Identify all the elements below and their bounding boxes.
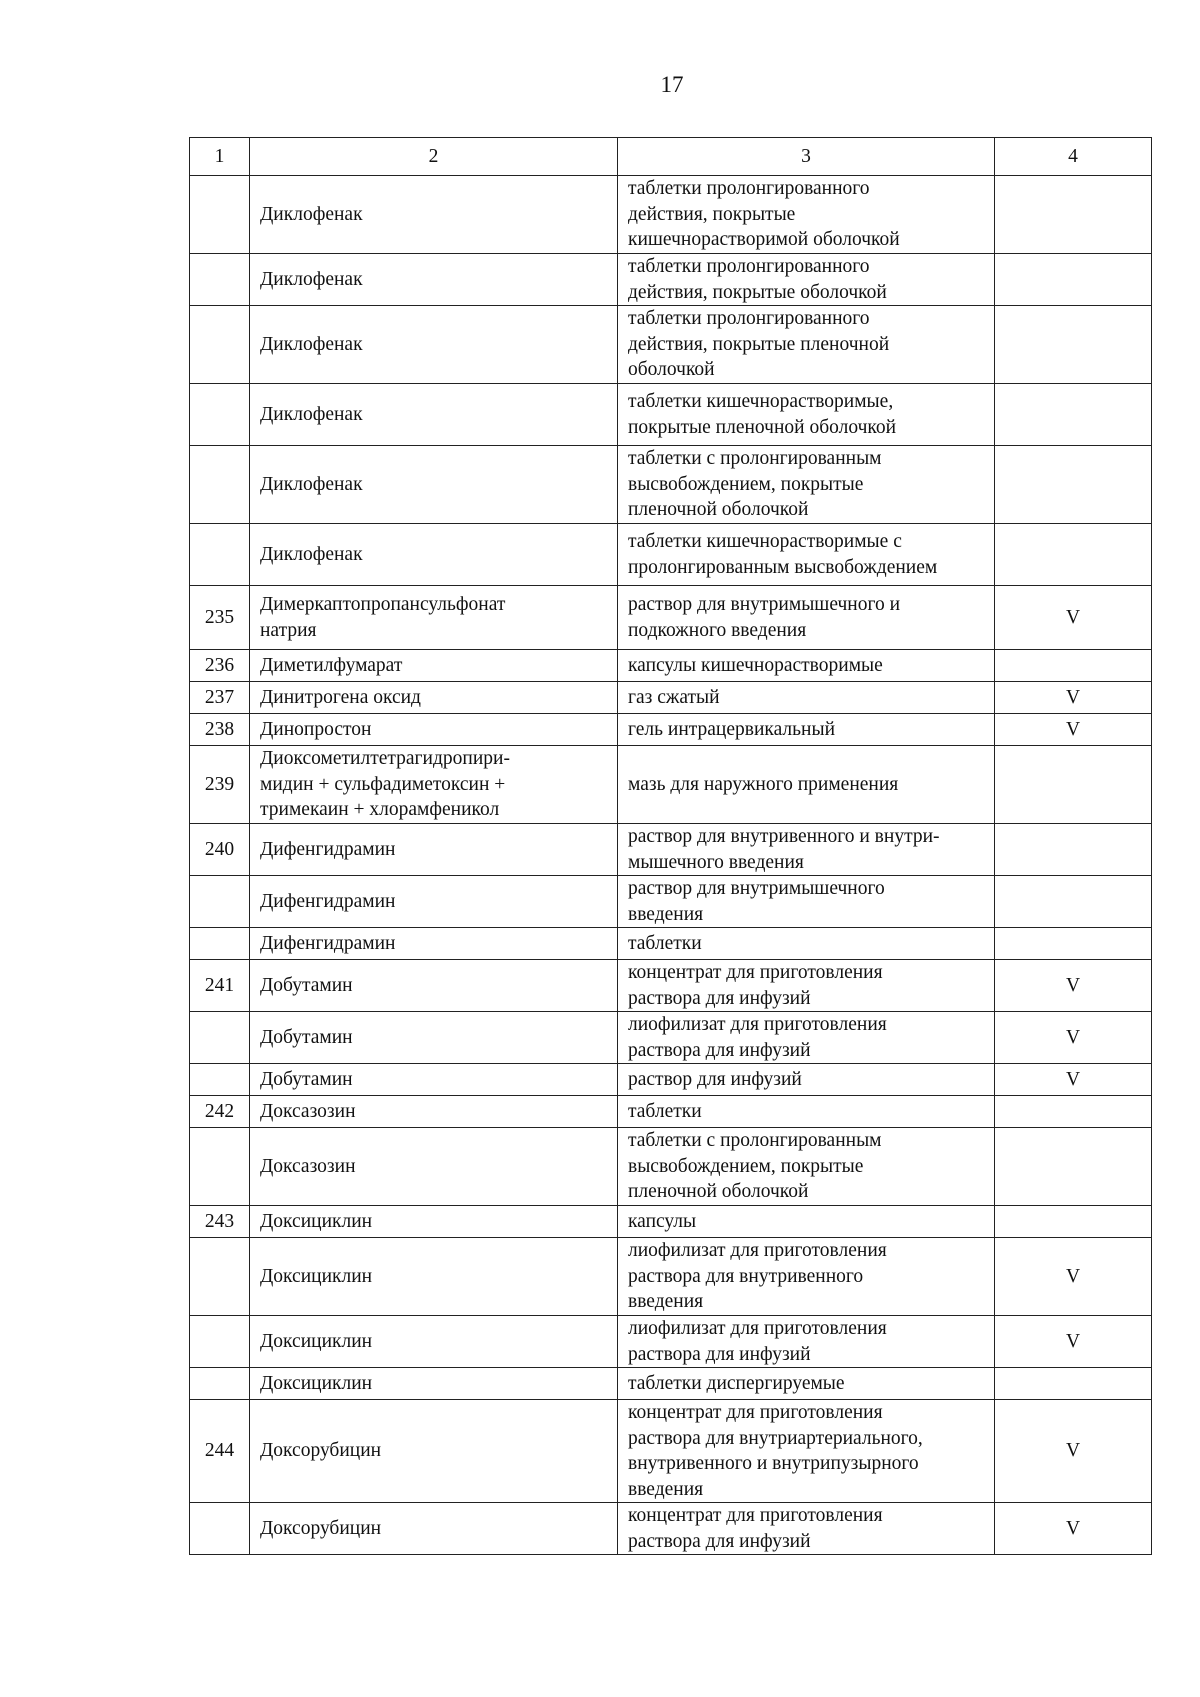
- table-row: [190, 176, 1152, 254]
- dosage-form-cell: капсулы: [618, 1206, 995, 1238]
- drug-name-cell: Динопростон: [250, 714, 618, 746]
- dosage-form-cell: таблетки пролонгированного действия, покрытые оболочкой: [618, 254, 995, 306]
- mark-cell: [995, 928, 1152, 960]
- row-number-cell: 242: [190, 1096, 250, 1128]
- table-row: [190, 650, 1152, 682]
- table-row: [190, 1316, 1152, 1368]
- row-number-cell: [190, 306, 250, 384]
- drug-name-cell: Диклофенак: [250, 254, 618, 306]
- drug-name-cell: Диклофенак: [250, 524, 618, 586]
- mark-cell: [995, 1128, 1152, 1206]
- mark-cell: V: [995, 714, 1152, 746]
- dosage-form-cell: концентрат для приготовления раствора для внутриартериального, внутривенного и внутрипузырного введения: [618, 1400, 995, 1503]
- table-row: [190, 1503, 1152, 1555]
- dosage-form-cell: раствор для внутримышечного введения: [618, 876, 995, 928]
- dosage-form-cell: лиофилизат для приготовления раствора для внутривенного введения: [618, 1238, 995, 1316]
- table-row: [190, 824, 1152, 876]
- table-row: [190, 876, 1152, 928]
- dosage-form-cell: газ сжатый: [618, 682, 995, 714]
- drug-name-cell: Дифенгидрамин: [250, 928, 618, 960]
- row-number-cell: 239: [190, 746, 250, 824]
- mark-cell: [995, 384, 1152, 446]
- mark-cell: [995, 524, 1152, 586]
- row-number-cell: [190, 254, 250, 306]
- row-number-cell: [190, 1316, 250, 1368]
- table-row: [190, 586, 1152, 650]
- drug-name-cell: Диоксометилтетрагидропири- мидин + сульфадиметоксин + тримекаин + хлорамфеникол: [250, 746, 618, 824]
- drug-name-cell: Дифенгидрамин: [250, 824, 618, 876]
- row-number-cell: [190, 176, 250, 254]
- table-row: [190, 1238, 1152, 1316]
- mark-cell: V: [995, 960, 1152, 1012]
- dosage-form-cell: концентрат для приготовления раствора для инфузий: [618, 960, 995, 1012]
- drug-name-cell: Доксазозин: [250, 1128, 618, 1206]
- drug-name-cell: Доксорубицин: [250, 1503, 618, 1555]
- mark-cell: V: [995, 1238, 1152, 1316]
- row-number-cell: [190, 1503, 250, 1555]
- drug-name-cell: Доксазозин: [250, 1096, 618, 1128]
- row-number-cell: 238: [190, 714, 250, 746]
- row-number-cell: 244: [190, 1400, 250, 1503]
- mark-cell: [995, 1096, 1152, 1128]
- drug-name-cell: Добутамин: [250, 1064, 618, 1096]
- mark-cell: [995, 746, 1152, 824]
- mark-cell: [995, 1368, 1152, 1400]
- header-col-4: 4: [995, 138, 1152, 176]
- dosage-form-cell: таблетки: [618, 1096, 995, 1128]
- mark-cell: [995, 306, 1152, 384]
- row-number-cell: [190, 1012, 250, 1064]
- row-number-cell: [190, 876, 250, 928]
- drug-name-cell: Димеркаптопропансульфонат натрия: [250, 586, 618, 650]
- table-row: [190, 1400, 1152, 1503]
- drug-name-cell: Доксициклин: [250, 1206, 618, 1238]
- drug-name-cell: Диклофенак: [250, 176, 618, 254]
- drug-name-cell: Доксициклин: [250, 1316, 618, 1368]
- row-number-cell: [190, 1368, 250, 1400]
- dosage-form-cell: лиофилизат для приготовления раствора для инфузий: [618, 1316, 995, 1368]
- table-row: [190, 1128, 1152, 1206]
- dosage-form-cell: таблетки кишечнорастворимые, покрытые пленочной оболочкой: [618, 384, 995, 446]
- dosage-form-cell: таблетки пролонгированного действия, покрытые кишечнорастворимой оболочкой: [618, 176, 995, 254]
- table-row: [190, 960, 1152, 1012]
- table-row: [190, 254, 1152, 306]
- dosage-form-cell: капсулы кишечнорастворимые: [618, 650, 995, 682]
- dosage-form-cell: таблетки: [618, 928, 995, 960]
- drug-name-cell: Диклофенак: [250, 384, 618, 446]
- header-col-3: 3: [618, 138, 995, 176]
- mark-cell: [995, 176, 1152, 254]
- header-col-1: 1: [190, 138, 250, 176]
- table-body: [190, 176, 1152, 1555]
- mark-cell: V: [995, 1064, 1152, 1096]
- mark-cell: [995, 650, 1152, 682]
- row-number-cell: 236: [190, 650, 250, 682]
- header-col-2: 2: [250, 138, 618, 176]
- dosage-form-cell: раствор для внутримышечного и подкожного введения: [618, 586, 995, 650]
- table-row: [190, 1206, 1152, 1238]
- row-number-cell: 243: [190, 1206, 250, 1238]
- row-number-cell: [190, 384, 250, 446]
- table-row: [190, 714, 1152, 746]
- drug-name-cell: Добутамин: [250, 1012, 618, 1064]
- dosage-form-cell: таблетки пролонгированного действия, покрытые пленочной оболочкой: [618, 306, 995, 384]
- drug-name-cell: Доксициклин: [250, 1238, 618, 1316]
- row-number-cell: [190, 524, 250, 586]
- mark-cell: [995, 254, 1152, 306]
- mark-cell: [995, 446, 1152, 524]
- table-row: [190, 682, 1152, 714]
- table-row: [190, 928, 1152, 960]
- dosage-form-cell: раствор для внутривенного и внутри- мышечного введения: [618, 824, 995, 876]
- page-number: 17: [660, 72, 684, 97]
- drug-name-cell: Добутамин: [250, 960, 618, 1012]
- row-number-cell: 240: [190, 824, 250, 876]
- dosage-form-cell: таблетки с пролонгированным высвобождением, покрытые пленочной оболочкой: [618, 1128, 995, 1206]
- table-row: [190, 384, 1152, 446]
- dosage-form-cell: лиофилизат для приготовления раствора для инфузий: [618, 1012, 995, 1064]
- drug-name-cell: Динитрогена оксид: [250, 682, 618, 714]
- dosage-form-cell: таблетки кишечнорастворимые с пролонгированным высвобождением: [618, 524, 995, 586]
- row-number-cell: 241: [190, 960, 250, 1012]
- table-row: [190, 746, 1152, 824]
- dosage-form-cell: концентрат для приготовления раствора для инфузий: [618, 1503, 995, 1555]
- mark-cell: V: [995, 586, 1152, 650]
- mark-cell: [995, 876, 1152, 928]
- drug-name-cell: Доксорубицин: [250, 1400, 618, 1503]
- drug-table: [189, 137, 1152, 1555]
- mark-cell: V: [995, 1316, 1152, 1368]
- table-row: [190, 1012, 1152, 1064]
- row-number-cell: [190, 928, 250, 960]
- dosage-form-cell: гель интрацервикальный: [618, 714, 995, 746]
- drug-name-cell: Диметилфумарат: [250, 650, 618, 682]
- row-number-cell: 237: [190, 682, 250, 714]
- row-number-cell: [190, 1128, 250, 1206]
- row-number-cell: [190, 1238, 250, 1316]
- drug-name-cell: Диклофенак: [250, 446, 618, 524]
- header-row: [190, 138, 1152, 176]
- mark-cell: V: [995, 1503, 1152, 1555]
- table-row: [190, 446, 1152, 524]
- table-row: [190, 1368, 1152, 1400]
- dosage-form-cell: таблетки с пролонгированным высвобождением, покрытые пленочной оболочкой: [618, 446, 995, 524]
- drug-name-cell: Диклофенак: [250, 306, 618, 384]
- dosage-form-cell: мазь для наружного применения: [618, 746, 995, 824]
- mark-cell: V: [995, 1012, 1152, 1064]
- row-number-cell: [190, 446, 250, 524]
- table-row: [190, 524, 1152, 586]
- dosage-form-cell: таблетки диспергируемые: [618, 1368, 995, 1400]
- drug-name-cell: Доксициклин: [250, 1368, 618, 1400]
- table-row: [190, 1064, 1152, 1096]
- table-row: [190, 1096, 1152, 1128]
- table-row: [190, 306, 1152, 384]
- dosage-form-cell: раствор для инфузий: [618, 1064, 995, 1096]
- mark-cell: [995, 1206, 1152, 1238]
- row-number-cell: [190, 1064, 250, 1096]
- mark-cell: [995, 824, 1152, 876]
- mark-cell: V: [995, 1400, 1152, 1503]
- row-number-cell: 235: [190, 586, 250, 650]
- drug-name-cell: Дифенгидрамин: [250, 876, 618, 928]
- mark-cell: V: [995, 682, 1152, 714]
